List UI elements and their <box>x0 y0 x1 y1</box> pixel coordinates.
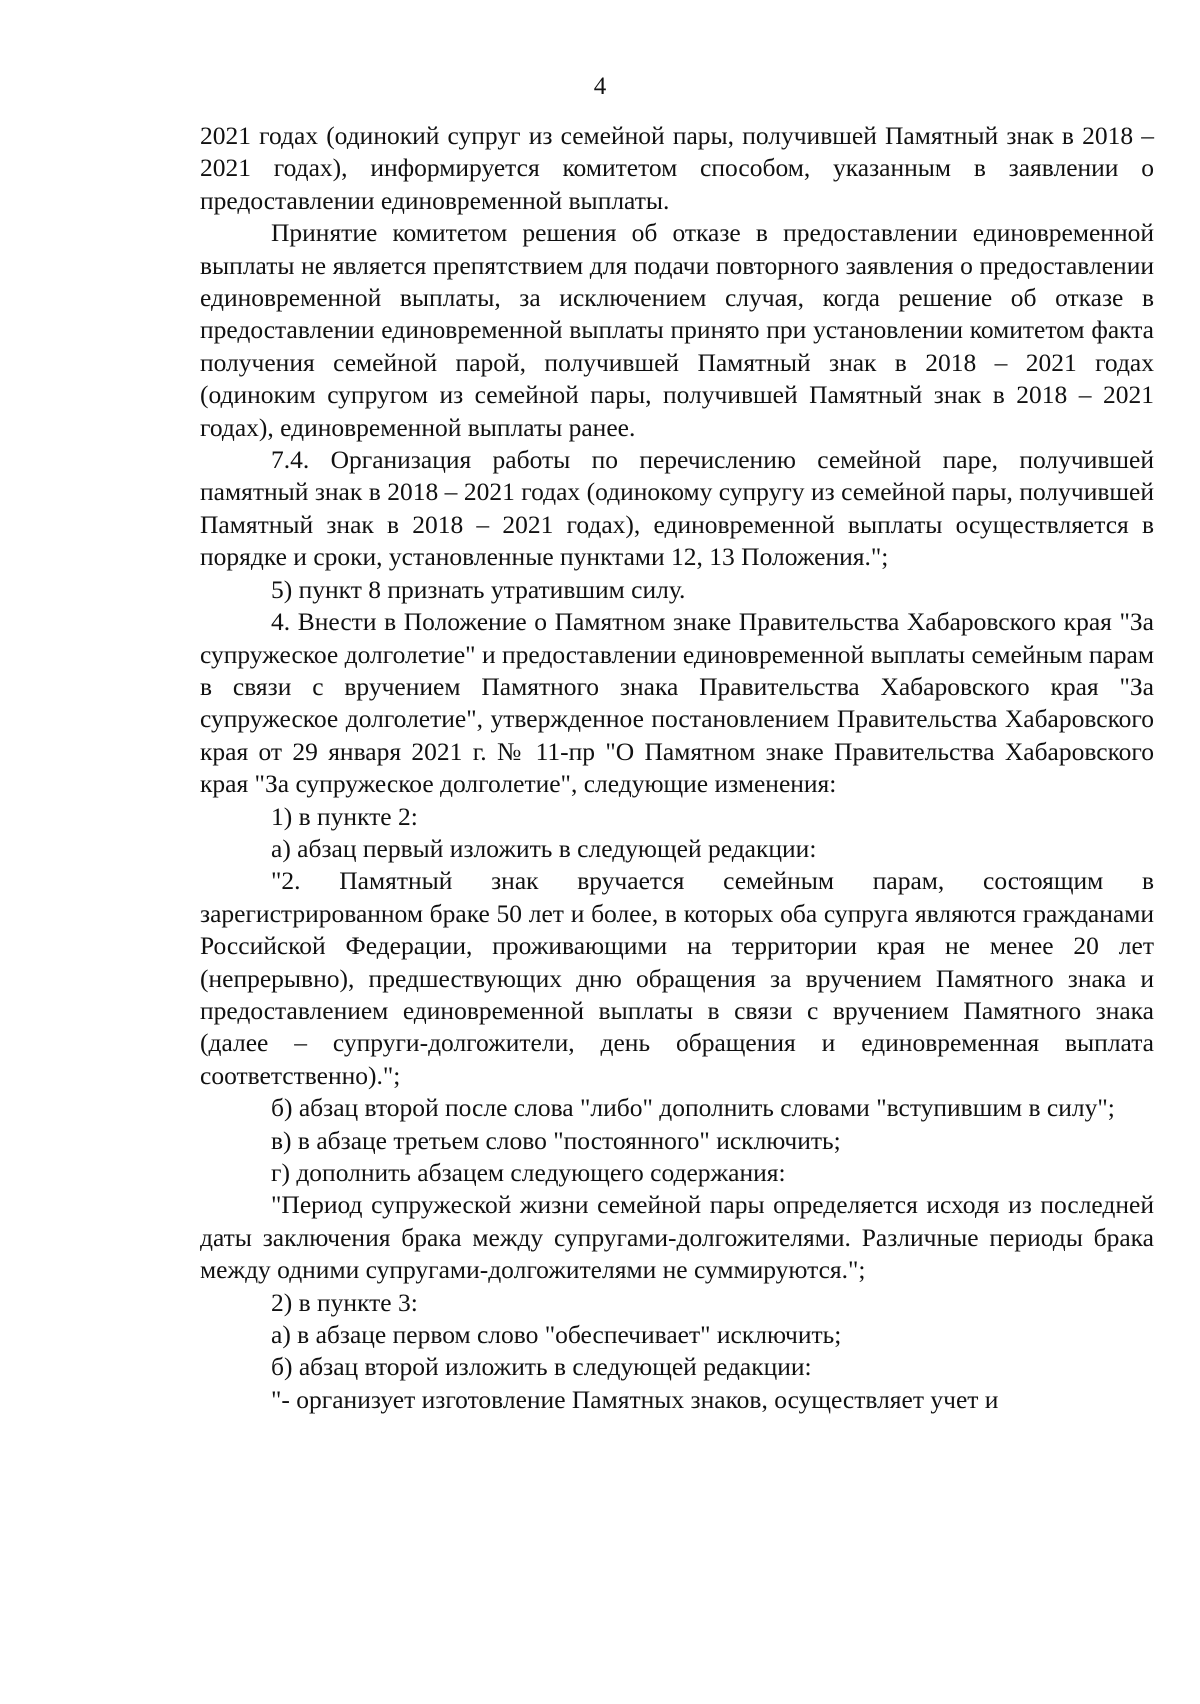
paragraph: Принятие комитетом решения об отказе в предоставлении единовременной выплаты не является препятствием для подачи повторного заявления о предоставлении единовременной выплаты, за исключением случая, когда решение об отказе в предоставлении единовременной выплаты принято при установлении комитетом факта получения семейной парой, получившей Памятный знак в 2018 – 2021 годах (одиноким супругом из семейной пары, получившей Памятный знак в 2018 – 2021 годах), единовременной выплаты ранее. <box>200 218 1154 442</box>
paragraph: а) в абзаце первом слово "обеспечивает" исключить; <box>271 1320 842 1350</box>
paragraph: б) абзац второй изложить в следующей редакции: <box>271 1352 812 1382</box>
paragraph-continuation: 2021 годах (одинокий супруг из семейной пары, получившей Памятный знак в 2018 – 2021 годах), информируется комитетом способом, указанным в заявлении о предоставлении единовременной выплаты. <box>200 121 1154 215</box>
paragraph: г) дополнить абзацем следующего содержания: <box>271 1158 786 1187</box>
paragraph: "2. Памятный знак вручается семейным парам, состоящим в зарегистрированном браке 50 лет и более, в которых оба супруга являются гражданами Российской Федерации, проживающими на территории края не менее 20 лет (непрерывно), предшествующих дню обращения за вручением Памятного знака и предоставлением единовременной выплаты в связи с вручением Памятного знака (далее – супруги-долгожители, день обращения и единовременная выплата соответственно)."; <box>200 866 1154 1090</box>
paragraph: 4. Внести в Положение о Памятном знаке Правительства Хабаровского края "За супружеское долголетие" и предоставлении единовременной выплаты семейным парам в связи с вручением Памятного знака Правительства Хабаровского края "За супружеское долголетие", утвержденное постановлением Правительства Хабаровского края от 29 января 2021 г. № 11-пр "О Памятном знаке Правительства Хабаровского края "За супружеское долголетие", следующие изменения: <box>200 607 1154 799</box>
paragraph: 7.4. Организация работы по перечислению семейной паре, получившей памятный знак в 2018 – 2021 годах (одинокому супругу из семейной пары, получившей Памятный знак в 2018 – 2021 годах), единовременной выплаты осуществляется в порядке и сроки, установленные пунктами 12, 13 Положения."; <box>200 445 1154 572</box>
paragraph: 1) в пункте 2: <box>271 801 418 831</box>
paragraph: а) абзац первый изложить в следующей редакции: <box>271 833 817 863</box>
document-body <box>200 120 1154 1416</box>
page-number: 4 <box>593 73 607 100</box>
paragraph: в) в абзаце третьем слово "постоянного" исключить; <box>271 1125 841 1155</box>
paragraph: 2) в пункте 3: <box>271 1287 418 1317</box>
paragraph: "- организует изготовление Памятных знаков, осуществляет учет и <box>271 1384 999 1414</box>
paragraph: "Период супружеской жизни семейной пары определяется исходя из последней даты заключения брака между супругами-долгожителями. Различные периоды брака между одними супругами-долгожителями не суммируются."; <box>200 1190 1154 1285</box>
paragraph: 5) пункт 8 признать утратившим силу. <box>271 574 686 604</box>
paragraph: б) абзац второй после слова "либо" дополнить словами "вступившим в силу"; <box>271 1093 1115 1123</box>
